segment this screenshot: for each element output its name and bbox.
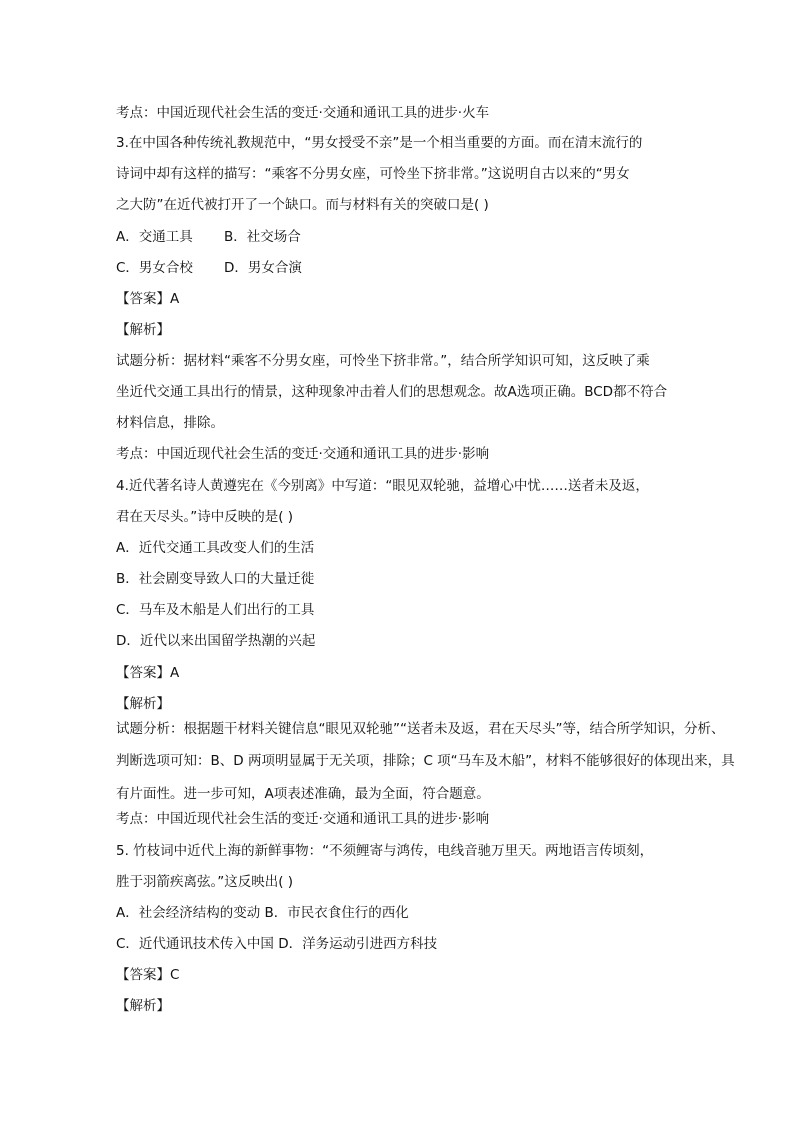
q3-stem-line-3: 之大防”在近代被打开了一个缺口。而与材料有关的突破口是( ) [116,197,489,213]
q3-answer: 【答案】A [116,291,180,307]
q4-knowledge-point: 考点：中国近现代社会生活的变迁·交通和通讯工具的进步·影响 [116,811,490,827]
q4-option-c: C．马车及木船是人们出行的工具 [116,602,315,618]
q3-stem-line-2: 诗词中却有这样的描写：“乘客不分男女座，可怜坐下挤非常。”这说明自古以来的“男女 [116,166,630,182]
q5-options-ab: A．社会经济结构的变动 B．市民衣食住行的西化 [116,905,409,921]
q4-analysis-heading: 【解析】 [116,696,170,712]
q5-analysis-heading: 【解析】 [116,998,170,1014]
q3-option-b: B．社交场合 [224,229,301,245]
q3-stem-line-1: 3.在中国各种传统礼教规范中，“男女授受不亲”是一个相当重要的方面。而在清末流行的 [116,135,643,151]
q5-options-cd: C．近代通讯技术传入中国 D．洋务运动引进西方科技 [116,936,438,952]
q3-analysis-line-3: 材料信息，排除。 [116,415,224,431]
q4-answer: 【答案】A [116,665,180,681]
q3-knowledge-point: 考点：中国近现代社会生活的变迁·交通和通讯工具的进步·影响 [116,446,490,462]
q3-option-c: C．男女合校 [116,260,193,276]
q4-stem-line-2: 君在天尽头。”诗中反映的是( ) [116,509,294,525]
q3-analysis-line-2: 坐近代交通工具出行的情景，这种现象冲击着人们的思想观念。故A选项正确。BCD都不符合 [116,384,668,400]
q5-stem-line-1: 5. 竹枝词中近代上海的新鲜事物：“不须鲤寄与鸿传，电线音驰万里天。两地语言传顷刻， [116,843,654,859]
q3-analysis-line-1: 试题分析：据材料“乘客不分男女座，可怜坐下挤非常。”，结合所学知识可知，这反映了乘 [116,353,650,369]
q3-option-d: D．男女合演 [224,260,302,276]
q4-analysis-line-1: 试题分析：根据题干材料关键信息“眼见双轮驰”“送者未及返，君在天尽头”等，结合所学知识，分析、 [116,721,725,737]
q4-option-b: B．社会剧变导致人口的大量迁徙 [116,571,315,587]
q4-option-d: D．近代以来出国留学热潮的兴起 [116,633,316,649]
q4-stem-line-1: 4.近代著名诗人黄遵宪在《今别离》中写道：“眼见双轮驰，益增心中忧……送者未及返， [116,478,649,494]
q3-analysis-heading: 【解析】 [116,322,170,338]
q5-answer: 【答案】C [116,967,180,983]
q4-analysis-line-3: 有片面性。进一步可知，A项表述准确，最为全面，符合题意。 [116,786,490,802]
q4-analysis-line-2: 判断选项可知：B、D 两项明显属于无关项，排除；C 项“马车及木船”，材料不能够很好的体现出来，具 [116,753,735,769]
q5-stem-line-2: 胜于羽箭疾离弦。”这反映出( ) [116,874,294,890]
q3-option-a: A．交通工具 [116,229,193,245]
q2-knowledge-point: 考点：中国近现代社会生活的变迁·交通和通讯工具的进步·火车 [116,105,490,121]
q4-option-a: A．近代交通工具改变人们的生活 [116,540,315,556]
